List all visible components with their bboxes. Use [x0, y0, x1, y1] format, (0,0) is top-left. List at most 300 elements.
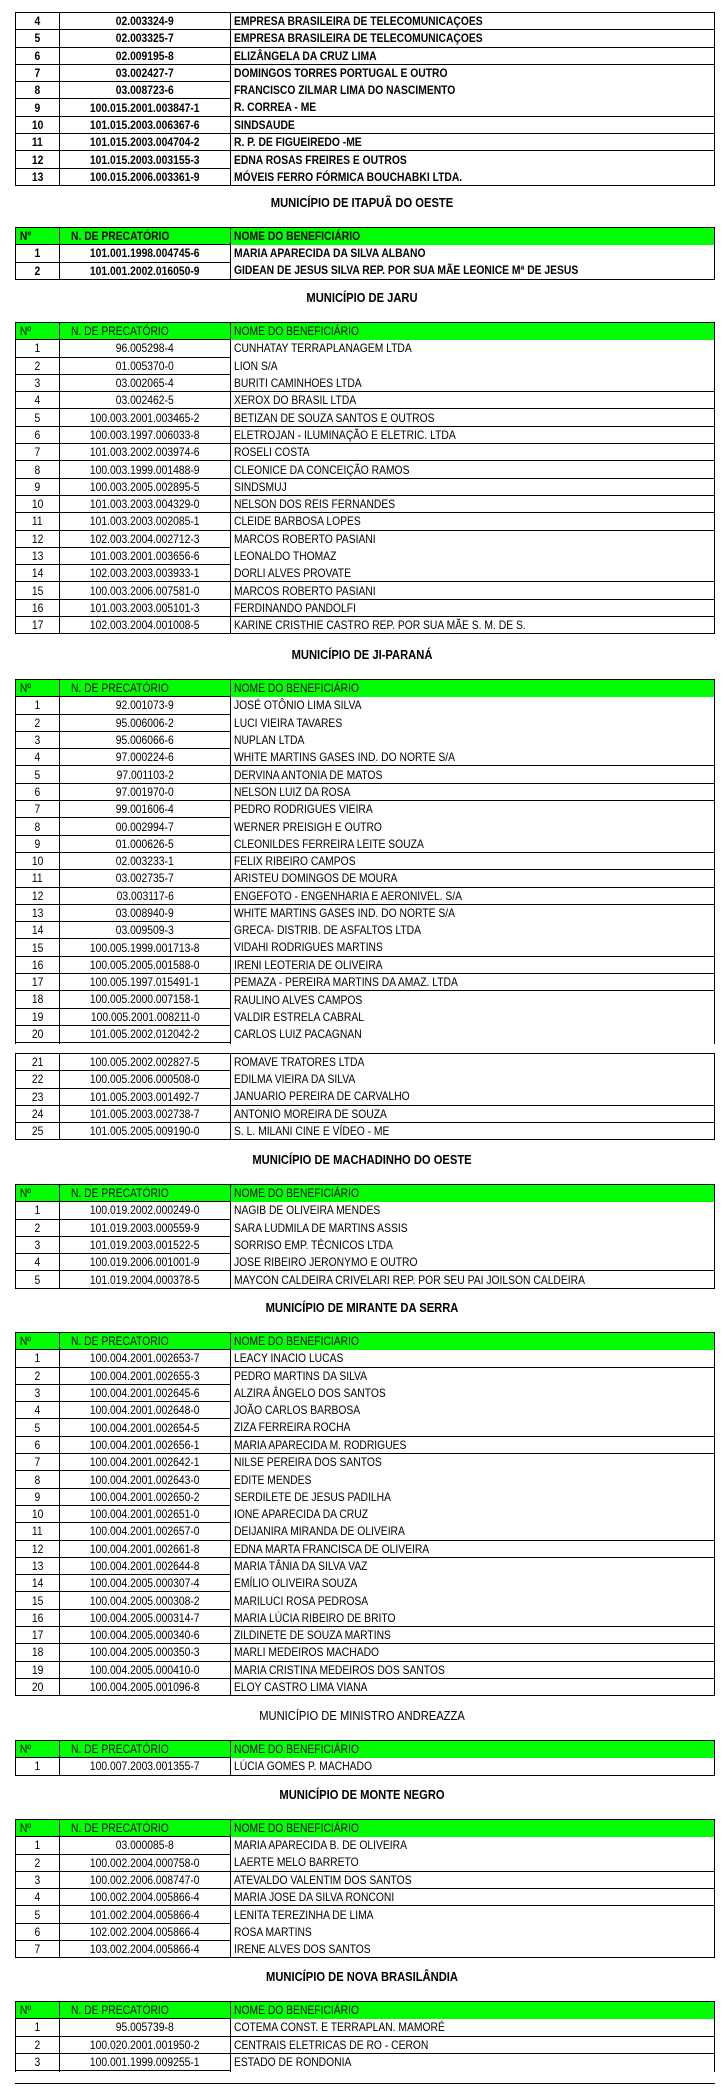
precatorio-number-cell — [60, 1384, 231, 1401]
beneficiario-cell — [231, 1678, 715, 1695]
beneficiario-name: SINDSAUDE — [234, 117, 295, 132]
spacer-cell — [231, 1043, 715, 1045]
table-row — [16, 818, 715, 835]
precatorio-number-cell — [60, 409, 231, 426]
row-number: 14 — [31, 1576, 44, 1591]
beneficiario-name: DERVINA ANTONIA DE MATOS — [234, 767, 383, 782]
column-header-precatorio-label: N. DE PRECATÓRIO — [70, 681, 169, 696]
precatorio-number-cell — [60, 887, 231, 904]
row-number-cell — [16, 444, 60, 461]
precatorio-number-cell — [60, 168, 231, 185]
row-number-cell — [16, 13, 60, 30]
beneficiario-name: MARIA APARECIDA M. RODRIGUES — [234, 1437, 407, 1452]
precatorio-number: 96.005298-4 — [116, 341, 174, 356]
row-number-cell — [16, 2019, 60, 2036]
precatorio-number: 02.003233-1 — [116, 854, 174, 869]
table-row — [16, 1557, 715, 1574]
precatorio-number: 100.004.2005.000350-3 — [90, 1645, 200, 1660]
row-number-cell — [16, 1540, 60, 1557]
beneficiario-name: IRENI LEOTERIA DE OLIVEIRA — [234, 957, 383, 972]
table-row — [16, 461, 715, 478]
table-row — [16, 1871, 715, 1888]
column-header-beneficiario — [231, 228, 715, 245]
beneficiario-cell — [231, 374, 715, 391]
precatorio-number: 101.003.2001.003656-6 — [90, 549, 200, 563]
precatorio-number: 102.003.2004.001008-5 — [90, 618, 200, 633]
beneficiario-name: XEROX DO BRASIL LTDA — [234, 393, 357, 408]
row-number: 3 — [34, 376, 41, 391]
beneficiario-cell — [231, 1923, 715, 1940]
table-row — [16, 1592, 715, 1609]
beneficiario-name: NELSON DOS REIS FERNANDES — [234, 497, 396, 512]
beneficiario-name: FERDINANDO PANDOLFI — [234, 600, 356, 615]
table-row — [16, 357, 715, 374]
row-number: 3 — [34, 1386, 41, 1401]
beneficiario-cell — [231, 852, 715, 869]
beneficiario-name: FELIX RIBEIRO CAMPOS — [234, 854, 356, 869]
precatorio-number-cell — [60, 151, 231, 168]
table-row — [16, 1540, 715, 1557]
precatorio-number: 01.005370-0 — [116, 358, 174, 373]
section-heading-machadinho-do-oeste: MUNICÍPIO DE MACHADINHO DO OESTE — [252, 1152, 472, 1167]
row-number: 2 — [34, 1220, 41, 1235]
beneficiario-name: EDNA ROSAS FREIRES E OUTROS — [234, 152, 407, 167]
precatorio-number: 95.006066-6 — [116, 733, 174, 748]
beneficiario-cell — [231, 1592, 715, 1609]
beneficiario-cell — [231, 1088, 715, 1105]
beneficiario-cell — [231, 245, 715, 262]
beneficiario-name: BURITI CAMINHOES LTDA — [234, 375, 362, 390]
row-number: 8 — [34, 83, 41, 98]
column-header-precatorio — [60, 1185, 231, 1202]
precatorio-number: 97.001970-0 — [116, 784, 174, 799]
table-row — [16, 582, 715, 599]
column-header-number-label: Nº — [19, 324, 32, 339]
beneficiario-cell — [231, 1384, 715, 1401]
beneficiario-cell — [231, 1854, 715, 1871]
beneficiario-name: NILSE PEREIRA DOS SANTOS — [234, 1455, 382, 1470]
beneficiario-name: ELETROJAN - ILUMINAÇÃO E ELETRIC. LTDA — [234, 427, 456, 442]
column-header-precatorio-label: N. DE PRECATÓRIO — [70, 1821, 169, 1836]
table-row — [16, 82, 715, 99]
row-number: 14 — [31, 923, 44, 938]
table-row — [16, 835, 715, 852]
beneficiario-cell — [231, 1609, 715, 1626]
precatorio-number-cell — [60, 1471, 231, 1488]
beneficiario-cell — [231, 1906, 715, 1923]
beneficiario-name: MARIA APARECIDA B. DE OLIVEIRA — [234, 1838, 408, 1853]
table-row — [16, 1454, 715, 1471]
row-number-cell — [16, 1402, 60, 1419]
row-number: 13 — [31, 169, 44, 184]
beneficiario-cell — [231, 1758, 715, 1775]
row-number: 8 — [34, 1472, 41, 1487]
precatorio-number-cell — [60, 116, 231, 133]
table-header-row — [16, 1741, 715, 1758]
beneficiario-name: CENTRAIS ELETRICAS DE RO - CERON — [234, 2037, 429, 2052]
precatorio-number-cell — [60, 1889, 231, 1906]
row-number: 5 — [34, 767, 41, 782]
table-row — [16, 1008, 715, 1025]
precatorio-number-cell — [60, 1505, 231, 1522]
beneficiario-name: EMPRESA BRASILEIRA DE TELECOMUNICAÇOES — [234, 31, 483, 46]
precatorio-number: 102.003.2004.002712-3 — [90, 531, 200, 546]
beneficiario-cell — [231, 134, 715, 151]
spacer-cell — [60, 1043, 231, 1045]
beneficiario-name: CARLOS LUIZ PACAGNAN — [234, 1027, 362, 1042]
precatorio-number: 100.004.2001.002653-7 — [90, 1351, 200, 1366]
table-row — [16, 801, 715, 818]
row-number-cell — [16, 801, 60, 818]
precatorio-number: 100.005.2000.007158-1 — [90, 992, 200, 1007]
row-number-cell — [16, 904, 60, 921]
row-number: 7 — [34, 1455, 41, 1470]
row-number: 10 — [31, 1507, 44, 1522]
table-header-row — [16, 2002, 715, 2019]
beneficiario-name: EDITE MENDES — [234, 1472, 312, 1487]
precatorio-number-cell — [60, 2053, 231, 2070]
precatorio-number: 02.003324-9 — [116, 14, 174, 29]
row-number-cell — [16, 2053, 60, 2070]
row-number-cell — [16, 974, 60, 991]
precatorio-number-cell — [60, 697, 231, 714]
precatorio-number-cell — [60, 1088, 231, 1105]
precatorio-number: 100.004.2001.002644-8 — [90, 1559, 200, 1573]
beneficiario-name: ATEVALDO VALENTIM DOS SANTOS — [234, 1873, 412, 1888]
column-header-number — [16, 323, 60, 340]
row-number-cell — [16, 731, 60, 748]
precatorio-number: 99.001606-4 — [116, 802, 174, 817]
beneficiario-cell — [231, 461, 715, 478]
table-row — [16, 1906, 715, 1923]
column-header-number — [16, 1820, 60, 1837]
row-number: 4 — [34, 393, 41, 408]
precatorio-number-cell — [60, 783, 231, 800]
beneficiario-cell — [231, 870, 715, 887]
precatorio-number-cell — [60, 749, 231, 766]
beneficiario-cell — [231, 1350, 715, 1367]
row-number-cell — [16, 513, 60, 530]
beneficiario-cell — [231, 1008, 715, 1025]
precatorio-number: 101.002.2004.005866-4 — [90, 1907, 200, 1922]
precatorio-number: 03.003117-6 — [116, 888, 174, 903]
row-number: 1 — [34, 1759, 41, 1774]
row-number: 1 — [34, 2020, 41, 2035]
precatorio-number: 101.019.2003.000559-9 — [90, 1220, 200, 1235]
precatorio-number: 100.005.2002.002827-5 — [90, 1055, 200, 1070]
table-row — [16, 1054, 715, 1071]
row-number: 8 — [34, 462, 41, 477]
beneficiario-name: WERNER PREISIGH E OUTRO — [234, 819, 382, 834]
precatorio-number: 100.004.2001.002650-2 — [90, 1489, 200, 1504]
column-header-number-label: Nº — [19, 1742, 32, 1757]
beneficiario-name: MÓVEIS FERRO FÓRMICA BOUCHABKI LTDA. — [234, 169, 463, 184]
column-header-number-label: Nº — [19, 681, 32, 696]
precatorio-table-continuation — [15, 12, 715, 186]
precatorio-number: 100.015.2001.003847-1 — [90, 100, 200, 115]
row-number-cell — [16, 426, 60, 443]
column-header-beneficiario — [231, 1185, 715, 1202]
precatorio-number-cell — [60, 1254, 231, 1271]
precatorio-table-machadinho-do-oeste — [15, 1184, 715, 1289]
precatorio-number-cell — [60, 599, 231, 616]
row-number: 1 — [34, 341, 41, 356]
beneficiario-name: JOSÉ OTÔNIO LIMA SILVA — [234, 698, 362, 713]
row-number-cell — [16, 64, 60, 81]
beneficiario-name: LAERTE MELO BARRETO — [234, 1855, 359, 1870]
row-number: 9 — [34, 479, 41, 494]
precatorio-number-cell — [60, 870, 231, 887]
precatorio-number: 100.003.2006.007581-0 — [90, 583, 200, 598]
precatorio-number: 101.005.2005.009190-0 — [90, 1124, 200, 1139]
beneficiario-cell — [231, 2053, 715, 2070]
row-number: 17 — [31, 975, 44, 990]
column-header-number — [16, 1741, 60, 1758]
row-number: 15 — [31, 940, 44, 955]
beneficiario-cell — [231, 530, 715, 547]
row-number: 9 — [34, 1489, 41, 1504]
row-number: 17 — [31, 1628, 44, 1643]
column-header-beneficiario — [231, 1741, 715, 1758]
precatorio-number: 101.001.2002.016050-9 — [90, 263, 200, 278]
precatorio-number-cell — [60, 47, 231, 64]
table-row — [16, 1350, 715, 1367]
column-header-precatorio — [60, 1820, 231, 1837]
column-header-number-label: Nº — [19, 1821, 32, 1836]
row-number: 1 — [34, 1838, 41, 1853]
beneficiario-cell — [231, 801, 715, 818]
row-number-cell — [16, 47, 60, 64]
column-header-beneficiario — [231, 2002, 715, 2019]
section-heading-itapua-do-oeste: MUNICÍPIO DE ITAPUÃ DO OESTE — [270, 195, 454, 210]
precatorio-number-cell — [60, 30, 231, 47]
row-number: 14 — [31, 566, 44, 581]
beneficiario-cell — [231, 116, 715, 133]
row-number: 6 — [34, 1924, 41, 1939]
row-number-cell — [16, 1008, 60, 1025]
beneficiario-name: ROSELI COSTA — [234, 445, 310, 460]
table-row — [16, 151, 715, 168]
table-row — [16, 1419, 715, 1436]
precatorio-number-cell — [60, 2036, 231, 2053]
table-row — [16, 1923, 715, 1940]
beneficiario-cell — [231, 1054, 715, 1071]
precatorio-number: 100.004.2001.002654-5 — [90, 1420, 200, 1435]
precatorio-number: 100.004.2005.000340-6 — [90, 1628, 200, 1643]
beneficiario-cell — [231, 939, 715, 956]
row-number: 9 — [34, 100, 41, 115]
beneficiario-cell — [231, 956, 715, 973]
table-row — [16, 766, 715, 783]
precatorio-number: 101.003.2003.005101-3 — [90, 600, 200, 615]
precatorio-number-cell — [60, 1367, 231, 1384]
precatorio-number-cell — [60, 1202, 231, 1219]
row-number-cell — [16, 991, 60, 1008]
precatorio-number-cell — [60, 530, 231, 547]
precatorio-number: 100.002.2004.005866-4 — [90, 1890, 200, 1905]
table-row — [16, 134, 715, 151]
precatorio-number-cell — [60, 1054, 231, 1071]
table-row — [16, 374, 715, 391]
beneficiario-cell — [231, 1941, 715, 1958]
beneficiario-name: WHITE MARTINS GASES IND. DO NORTE S/A — [234, 750, 455, 765]
table-row — [16, 1236, 715, 1253]
beneficiario-cell — [231, 151, 715, 168]
precatorio-number: 100.004.2001.002656-1 — [90, 1437, 200, 1452]
precatorio-number-cell — [60, 922, 231, 939]
row-number: 25 — [31, 1124, 44, 1139]
precatorio-number-cell — [60, 1454, 231, 1471]
row-number-cell — [16, 1454, 60, 1471]
beneficiario-name: IONE APARECIDA DA CRUZ — [234, 1507, 368, 1522]
beneficiario-cell — [231, 887, 715, 904]
table-row — [16, 783, 715, 800]
beneficiario-cell — [231, 1367, 715, 1384]
precatorio-number-cell — [60, 1402, 231, 1419]
beneficiario-cell — [231, 1661, 715, 1678]
beneficiario-cell — [231, 1540, 715, 1557]
beneficiario-cell — [231, 783, 715, 800]
table-row — [16, 262, 715, 279]
row-number: 1 — [34, 246, 41, 261]
table-row — [16, 974, 715, 991]
row-number: 13 — [31, 1559, 44, 1573]
precatorio-number-cell — [60, 1837, 231, 1854]
row-number: 3 — [34, 1238, 41, 1253]
precatorio-number: 100.004.2001.002642-1 — [90, 1455, 200, 1470]
row-number: 5 — [34, 1420, 41, 1435]
beneficiario-cell — [231, 1644, 715, 1661]
precatorio-number: 100.005.2006.000508-0 — [90, 1072, 200, 1087]
row-number-cell — [16, 766, 60, 783]
row-number: 7 — [34, 445, 41, 460]
beneficiario-name: COTEMA CONST. E TERRAPLAN. MAMORÉ — [234, 2020, 445, 2035]
row-number: 6 — [34, 784, 41, 799]
column-header-precatorio — [60, 323, 231, 340]
precatorio-number: 101.001.1998.004745-6 — [90, 246, 200, 261]
row-number: 19 — [31, 1662, 44, 1677]
row-number-cell — [16, 939, 60, 956]
row-number: 17 — [31, 618, 44, 633]
beneficiario-name: ELIZÂNGELA DA CRUZ LIMA — [234, 48, 377, 63]
column-header-number — [16, 228, 60, 245]
row-number: 2 — [34, 1368, 41, 1383]
row-number: 10 — [31, 117, 44, 132]
beneficiario-cell — [231, 582, 715, 599]
precatorio-number: 100.004.2005.000308-2 — [90, 1593, 200, 1608]
beneficiario-cell — [231, 13, 715, 30]
row-number-cell — [16, 1837, 60, 1854]
row-number: 20 — [31, 1027, 44, 1042]
precatorio-number: 100.003.2001.003465-2 — [90, 410, 200, 425]
beneficiario-name: GRECA- DISTRIB. DE ASFALTOS LTDA — [234, 923, 421, 938]
row-number-cell — [16, 1871, 60, 1888]
column-header-precatorio — [60, 228, 231, 245]
precatorio-number: 95.005739-8 — [116, 2020, 174, 2035]
precatorio-number: 100.001.1999.009255-1 — [90, 2055, 200, 2070]
beneficiario-cell — [231, 478, 715, 495]
beneficiario-cell — [231, 1402, 715, 1419]
row-number-cell — [16, 1054, 60, 1071]
beneficiario-cell — [231, 547, 715, 564]
row-number: 3 — [34, 1873, 41, 1888]
beneficiario-name: JOÃO CARLOS BARBOSA — [234, 1403, 361, 1418]
beneficiario-name: RAULINO ALVES CAMPOS — [234, 992, 363, 1007]
column-header-beneficiario-label: NOME DO BENEFICIÁRIO — [234, 2003, 360, 2018]
beneficiario-name: MARIA TÂNIA DA SILVA VAZ — [234, 1559, 368, 1574]
precatorio-number-cell — [60, 64, 231, 81]
precatorio-number: 100.004.2001.002643-0 — [90, 1472, 200, 1487]
row-number-cell — [16, 852, 60, 869]
row-number: 13 — [31, 906, 44, 920]
table-row — [16, 409, 715, 426]
precatorio-number: 100.003.2005.002895-5 — [90, 479, 200, 494]
beneficiario-cell — [231, 991, 715, 1008]
table-row — [16, 1271, 715, 1288]
beneficiario-name: R. CORREA - ME — [234, 100, 317, 115]
section-heading-monte-negro: MUNICÍPIO DE MONTE NEGRO — [279, 1787, 445, 1802]
row-number: 11 — [32, 1524, 43, 1539]
spacer-cell — [231, 2071, 715, 2073]
precatorio-number-cell — [60, 340, 231, 357]
table-row — [16, 1661, 715, 1678]
precatorio-number: 101.019.2003.001522-5 — [90, 1238, 200, 1253]
precatorio-number: 101.005.2002.012042-2 — [90, 1027, 200, 1042]
row-number: 5 — [34, 1272, 41, 1287]
precatorio-number: 103.002.2004.005866-4 — [90, 1942, 200, 1957]
row-number: 12 — [31, 888, 44, 903]
beneficiario-name: DEIJANIRA MIRANDA DE OLIVEIRA — [234, 1524, 405, 1539]
table-row — [16, 478, 715, 495]
beneficiario-name: JOSE RIBEIRO JERONYMO E OUTRO — [234, 1255, 418, 1270]
row-number: 4 — [34, 1255, 41, 1270]
precatorio-number: 100.004.2001.002655-3 — [90, 1368, 200, 1383]
row-number-cell — [16, 887, 60, 904]
row-number-cell — [16, 1661, 60, 1678]
row-number-cell — [16, 749, 60, 766]
precatorio-number: 100.020.2001.001950-2 — [90, 2037, 200, 2052]
beneficiario-name: LÚCIA GOMES P. MACHADO — [234, 1759, 373, 1774]
row-number: 4 — [34, 750, 41, 765]
beneficiario-name: R. P. DE FIGUEIREDO -ME — [234, 135, 362, 150]
column-header-beneficiario-label: NOME DO BENEFICIÁRIO — [234, 1821, 360, 1836]
column-header-beneficiario-label: NOME DO BENEFICIÁRIO — [234, 681, 360, 696]
precatorio-number-cell — [60, 82, 231, 99]
section-heading-ji-parana: MUNICÍPIO DE JI-PARANÁ — [291, 647, 433, 662]
beneficiario-name: ZIZA FERREIRA ROCHA — [234, 1420, 351, 1435]
precatorio-number: 100.004.2001.002648-0 — [90, 1403, 200, 1418]
row-number: 7 — [34, 802, 41, 817]
row-number: 10 — [31, 854, 44, 869]
precatorio-number: 100.004.2001.002645-6 — [90, 1386, 200, 1401]
precatorio-number: 97.000224-6 — [116, 750, 174, 765]
row-number-cell — [16, 956, 60, 973]
row-number-cell — [16, 1923, 60, 1940]
beneficiario-cell — [231, 1523, 715, 1540]
beneficiario-name: EMPRESA BRASILEIRA DE TELECOMUNICAÇOES — [234, 14, 483, 29]
beneficiario-name: SINDSMUJ — [234, 479, 287, 494]
beneficiario-name: KARINE CRISTHIE CASTRO REP. POR SUA MÃE S. M. DE S. — [234, 618, 526, 633]
precatorio-number: 03.002462-5 — [116, 393, 174, 408]
row-number-cell — [16, 1557, 60, 1574]
precatorio-number-cell — [60, 1436, 231, 1453]
precatorio-number-cell — [60, 245, 231, 262]
beneficiario-cell — [231, 714, 715, 731]
precatorio-number: 03.002065-4 — [116, 376, 174, 391]
beneficiario-cell — [231, 835, 715, 852]
row-number: 24 — [31, 1107, 44, 1122]
column-header-number — [16, 2002, 60, 2019]
